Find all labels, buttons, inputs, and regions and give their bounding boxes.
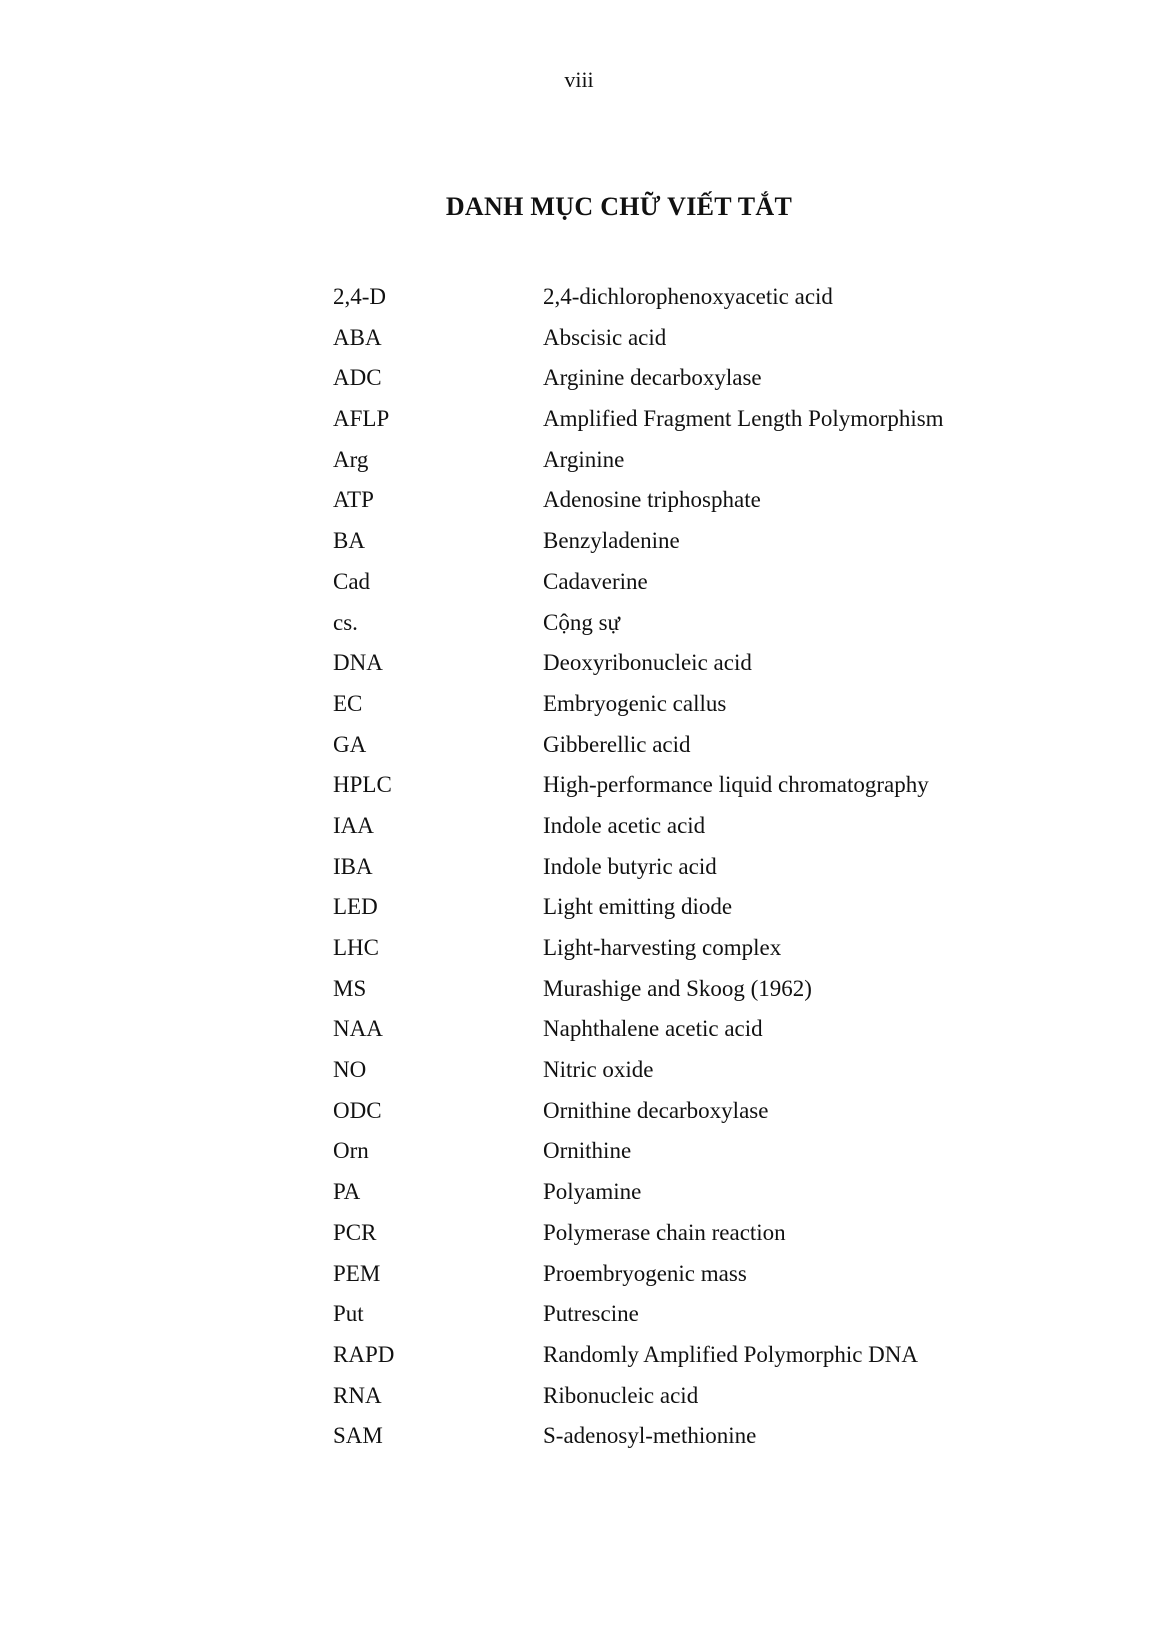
abbreviation-row <box>333 526 1113 567</box>
abbreviation-row <box>333 1259 1113 1300</box>
abbreviation-row <box>333 974 1113 1015</box>
abbreviation-term: ABA <box>333 324 382 350</box>
abbreviation-definition: Ornithine <box>543 1138 632 1164</box>
abbreviation-row <box>333 1381 1113 1422</box>
abbreviation-term: EC <box>333 690 363 716</box>
abbreviation-definition: Light emitting diode <box>543 894 733 920</box>
abbreviation-term: RNA <box>333 1382 382 1408</box>
abbreviation-row <box>333 933 1113 974</box>
abbreviation-definition: Ribonucleic acid <box>543 1382 699 1408</box>
abbreviation-definition: Gibberellic acid <box>543 731 691 757</box>
abbreviation-definition: Polymerase chain reaction <box>543 1219 786 1245</box>
abbreviation-term: RAPD <box>333 1341 395 1367</box>
abbreviation-definition: Proembryogenic mass <box>543 1260 747 1286</box>
abbreviation-row <box>333 1014 1113 1055</box>
abbreviation-term: NAA <box>333 1016 383 1042</box>
abbreviation-definition: Randomly Amplified Polymorphic DNA <box>543 1341 919 1367</box>
abbreviation-row <box>333 730 1113 771</box>
abbreviation-definition: Polyamine <box>543 1179 642 1205</box>
abbreviation-definition: Cộng sự <box>543 609 621 635</box>
abbreviation-row <box>333 1055 1113 1096</box>
abbreviation-row <box>333 1136 1113 1177</box>
abbreviation-row <box>333 689 1113 730</box>
abbreviation-term: AFLP <box>333 406 390 432</box>
abbreviation-list <box>333 282 1113 1462</box>
abbreviation-row <box>333 485 1113 526</box>
page-title: DANH MỤC CHỮ VIẾT TẮT <box>445 192 793 221</box>
abbreviation-definition: Deoxyribonucleic acid <box>543 650 752 676</box>
abbreviation-row <box>333 1299 1113 1340</box>
page-number: viii <box>564 67 594 92</box>
abbreviation-row <box>333 1218 1113 1259</box>
abbreviation-definition: Putrescine <box>543 1301 639 1327</box>
abbreviation-definition: Light-harvesting complex <box>543 935 782 960</box>
abbreviation-term: PCR <box>333 1219 377 1245</box>
abbreviation-row <box>333 567 1113 608</box>
abbreviation-row <box>333 1340 1113 1381</box>
abbreviation-definition: Arginine <box>543 446 625 472</box>
abbreviation-term: IBA <box>333 853 373 879</box>
abbreviation-term: SAM <box>333 1423 383 1449</box>
abbreviation-row <box>333 323 1113 364</box>
abbreviation-definition: 2,4-dichlorophenoxyacetic acid <box>543 284 833 309</box>
abbreviation-row <box>333 1096 1113 1137</box>
abbreviation-definition: High-performance liquid chromatography <box>543 772 929 798</box>
abbreviation-term: ADC <box>333 365 382 391</box>
abbreviation-definition: Indole acetic acid <box>543 812 706 838</box>
abbreviation-term: GA <box>333 731 367 757</box>
abbreviation-definition: Benzyladenine <box>543 528 680 554</box>
abbreviation-definition: Nitric oxide <box>543 1057 654 1083</box>
abbreviation-term: HPLC <box>333 772 392 798</box>
abbreviation-row <box>333 770 1113 811</box>
abbreviation-term: ATP <box>333 487 374 513</box>
abbreviation-row <box>333 363 1113 404</box>
abbreviation-definition: Abscisic acid <box>543 324 667 350</box>
abbreviation-definition: Indole butyric acid <box>543 853 717 879</box>
abbreviation-definition: Ornithine decarboxylase <box>543 1097 769 1123</box>
abbreviation-term: Arg <box>333 446 369 472</box>
abbreviation-definition: S-adenosyl-methionine <box>543 1423 757 1449</box>
abbreviation-term: Orn <box>333 1138 369 1164</box>
abbreviation-term: DNA <box>333 650 383 676</box>
abbreviation-definition: Arginine decarboxylase <box>543 365 762 391</box>
abbreviation-definition: Naphthalene acetic acid <box>543 1016 763 1042</box>
abbreviation-row <box>333 892 1113 933</box>
abbreviation-term: PEM <box>333 1260 381 1286</box>
abbreviation-definition: Adenosine triphosphate <box>543 487 761 513</box>
abbreviation-term: Put <box>333 1301 364 1327</box>
abbreviation-term: IAA <box>333 812 374 838</box>
abbreviation-term: BA <box>333 528 365 554</box>
abbreviation-term: 2,4-D <box>333 284 387 309</box>
abbreviation-row <box>333 852 1113 893</box>
abbreviation-row <box>333 608 1113 649</box>
abbreviation-term: PA <box>333 1179 361 1205</box>
abbreviation-row <box>333 445 1113 486</box>
abbreviation-term: cs. <box>333 609 358 635</box>
abbreviation-term: Cad <box>333 568 371 594</box>
abbreviation-row <box>333 404 1113 445</box>
abbreviation-term: LED <box>333 894 378 920</box>
abbreviation-definition: Embryogenic callus <box>543 690 727 716</box>
abbreviation-definition: Murashige and Skoog (1962) <box>543 975 812 1001</box>
abbreviation-row <box>333 282 1113 323</box>
abbreviation-definition: Amplified Fragment Length Polymorphism <box>543 406 944 432</box>
abbreviation-row <box>333 1421 1113 1462</box>
abbreviation-definition: Cadaverine <box>543 568 648 594</box>
abbreviation-row <box>333 648 1113 689</box>
abbreviation-row <box>333 1177 1113 1218</box>
abbreviation-row <box>333 811 1113 852</box>
abbreviation-term: LHC <box>333 935 379 960</box>
abbreviation-term: MS <box>333 975 367 1001</box>
abbreviation-term: ODC <box>333 1097 382 1123</box>
abbreviation-term: NO <box>333 1057 367 1083</box>
